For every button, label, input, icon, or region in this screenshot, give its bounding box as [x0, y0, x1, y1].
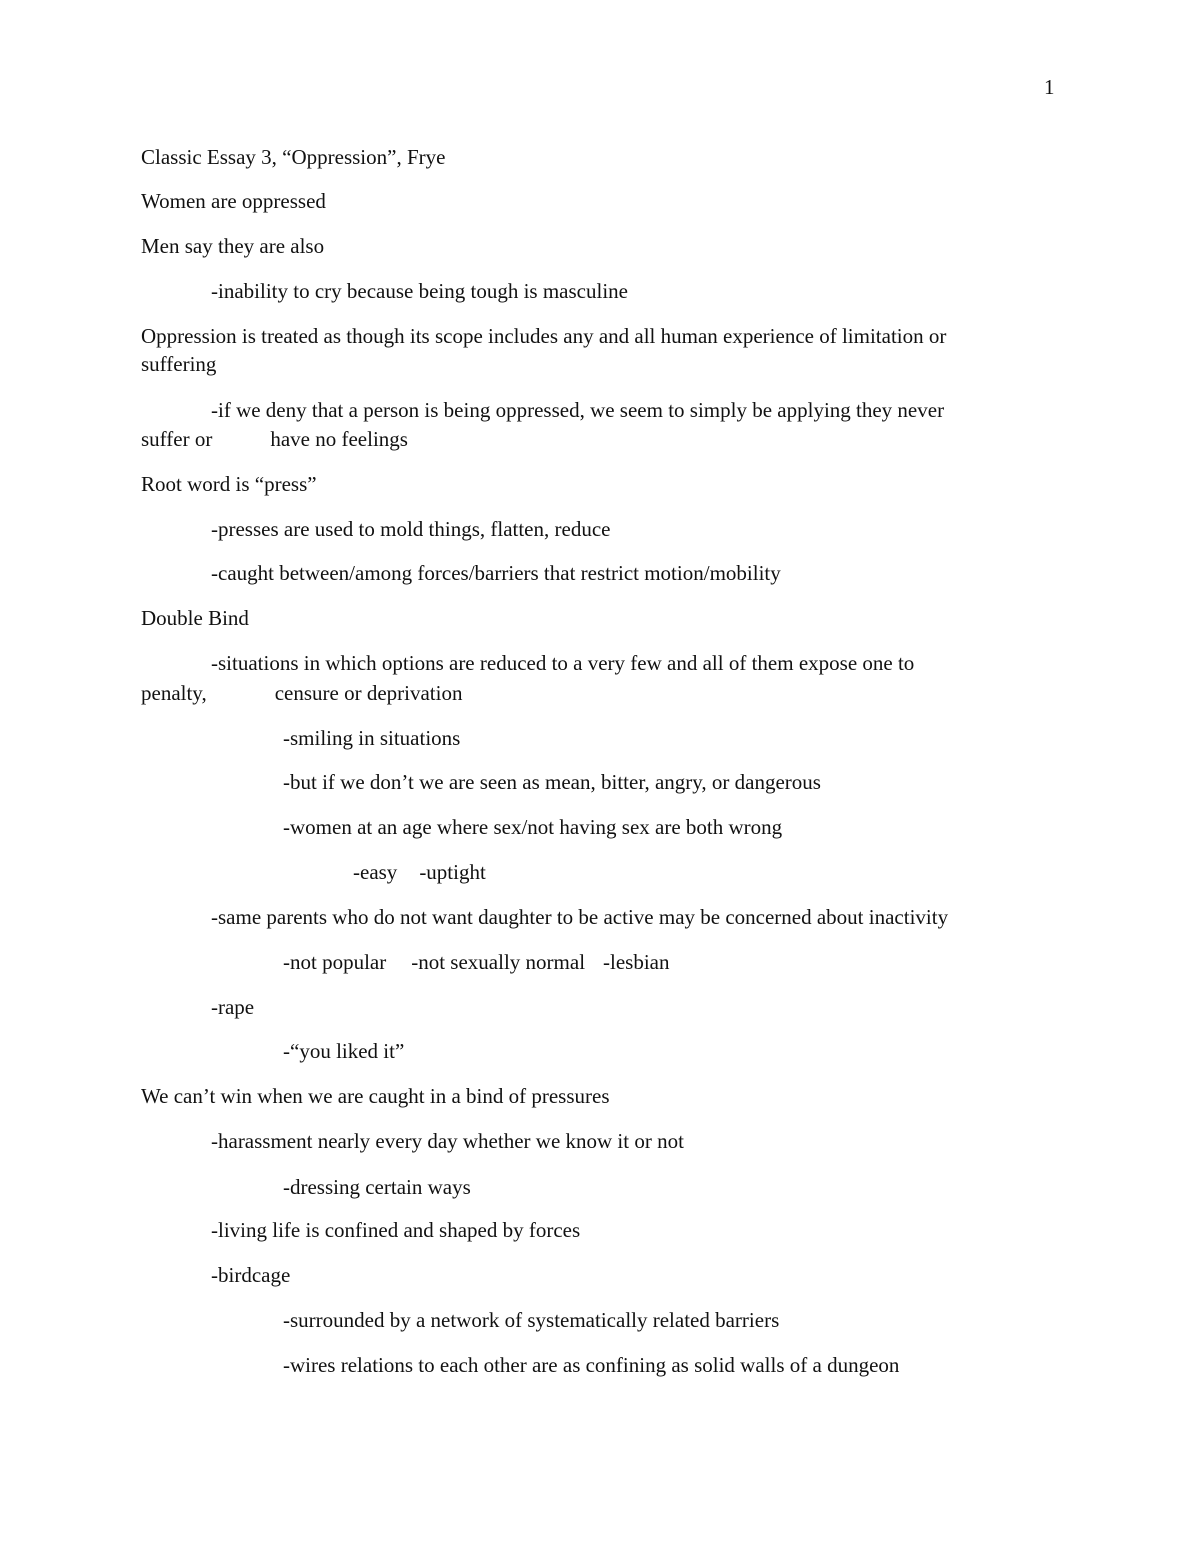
note-subpoint: -rape: [211, 995, 255, 1019]
note-subsubpoint: -women at an age where sex/not having sex are both wrong: [283, 815, 783, 839]
note-subsubpoint: -smiling in situations: [283, 726, 461, 750]
note-subsubpoint: -dressing certain ways: [283, 1175, 471, 1199]
note-subpoint: -same parents who do not want daughter to be active may be concerned about inactivity: [211, 905, 949, 929]
note-subpoint: -presses are used to mold things, flatten, reduce: [211, 517, 611, 541]
note-subsubpoint: -wires relations to each other are as confining as solid walls of a dungeon: [283, 1353, 900, 1377]
note-subpoint: -inability to cry because being tough is masculine: [211, 279, 628, 303]
note-fragment: -not popular: [283, 950, 387, 974]
note-line-continuation: [141, 425, 1056, 454]
note-line: Oppression is treated as though its scope includes any and all human experience of limitation or: [141, 324, 947, 348]
note-subpoint: -harassment nearly every day whether we know it or not: [211, 1129, 684, 1153]
note-subsubsubpoint: [353, 858, 1200, 887]
note-subpoint: -birdcage: [211, 1263, 291, 1287]
section-heading: Double Bind: [141, 606, 249, 630]
note-subsubpoint: -surrounded by a network of systematically related barriers: [283, 1308, 780, 1332]
note-fragment: -easy: [353, 860, 398, 884]
note-line: We can’t win when we are caught in a bind of pressures: [141, 1084, 610, 1108]
note-line: Women are oppressed: [141, 189, 326, 213]
note-subpoint: -situations in which options are reduced to a very few and all of them expose one to: [211, 651, 915, 675]
note-line-continuation: [141, 679, 1056, 708]
note-subpoint: -caught between/among forces/barriers that restrict motion/mobility: [211, 561, 781, 585]
note-subpoint: -if we deny that a person is being oppressed, we seem to simply be applying they never: [211, 398, 945, 422]
note-subpoint: -living life is confined and shaped by forces: [211, 1218, 581, 1242]
document-title: Classic Essay 3, “Oppression”, Frye: [141, 145, 446, 169]
note-line: Root word is “press”: [141, 472, 317, 496]
page-number: 1: [1044, 75, 1055, 99]
note-subsubpoint: [283, 948, 1198, 977]
note-fragment: suffer or: [141, 427, 213, 451]
note-fragment: have no feelings: [270, 427, 408, 451]
note-line-continuation: suffering: [141, 352, 217, 376]
note-fragment: -not sexually normal: [411, 950, 586, 974]
note-fragment: censure or deprivation: [274, 681, 463, 705]
note-subsubpoint: -but if we don’t we are seen as mean, bitter, angry, or dangerous: [283, 770, 821, 794]
note-fragment: -uptight: [419, 860, 486, 884]
note-fragment: penalty,: [141, 681, 207, 705]
note-line: Men say they are also: [141, 234, 325, 258]
note-fragment: -lesbian: [603, 950, 670, 974]
note-subsubpoint: -“you liked it”: [283, 1039, 405, 1063]
